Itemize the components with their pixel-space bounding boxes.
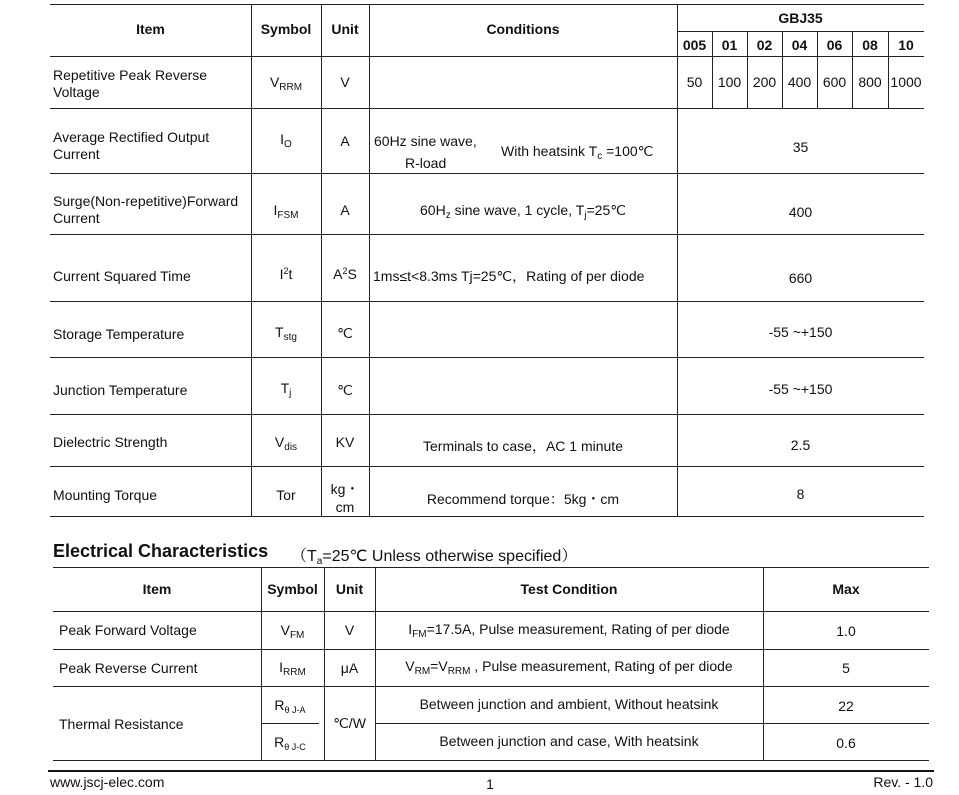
row-item-label: Current Squared Time: [53, 268, 191, 284]
row-condition: Between junction and ambient, Without heatsink: [419, 696, 719, 712]
footer-revision: Rev. - 1.0: [873, 774, 933, 790]
footer-page-number: 1: [486, 776, 494, 792]
header-item: Item: [142, 581, 172, 597]
row-value: -55 ~+150: [768, 324, 833, 340]
row-max: 0.6: [836, 735, 856, 751]
variant-value: 50: [686, 74, 703, 90]
header-test-condition: Test Condition: [520, 581, 618, 597]
row-symbol: $I_O$: [280, 131, 292, 150]
variant-value: 600: [822, 74, 847, 90]
row-unit: kg・cm: [330, 481, 360, 515]
variant-value: 400: [787, 74, 812, 90]
variant-header: 01: [721, 37, 738, 53]
header-unit: Unit: [331, 21, 359, 37]
row-symbol: $R_{\theta J-A}$: [274, 697, 306, 715]
header-symbol: Symbol: [260, 21, 312, 37]
row-value: 660: [788, 270, 813, 286]
header-item: Item: [136, 21, 165, 37]
row-value: 8: [796, 486, 805, 502]
row-item-label: Storage Temperature: [53, 326, 185, 342]
variant-value: 800: [858, 74, 882, 90]
header-symbol: Symbol: [267, 581, 318, 597]
header-max: Max: [832, 581, 860, 597]
row-symbol: $T_{stg}$: [275, 324, 297, 343]
footer-divider: [48, 770, 934, 772]
row-condition: 60Hz sine wave,: [374, 133, 477, 149]
row-unit: A: [340, 133, 350, 149]
footer-website: www.jscj-elec.com: [50, 774, 165, 790]
row-condition: Recommend torque：5kg・cm: [426, 491, 620, 507]
row-item-label: Peak Reverse Current: [59, 660, 198, 676]
row-value: 400: [788, 204, 813, 220]
variant-value: 200: [752, 74, 777, 90]
row-max: 5: [842, 660, 850, 676]
row-symbol: $I_{RRM}$: [279, 659, 306, 678]
row-condition: Terminals to case，AC 1 minute: [423, 438, 623, 454]
header-part-number: GBJ35: [778, 10, 823, 26]
row-unit: ℃: [337, 325, 353, 341]
variant-header: 04: [791, 37, 808, 53]
row-value: 35: [792, 139, 809, 155]
row-condition: R-load: [405, 155, 447, 171]
row-item-label: Average Rectified Output Current: [53, 129, 210, 162]
header-unit: Unit: [335, 581, 364, 597]
variant-header: 005: [682, 37, 707, 53]
row-item-label: Mounting Torque: [53, 487, 158, 503]
row-unit: ℃/W: [333, 715, 366, 731]
row-symbol: $V_{RRM}$: [269, 74, 303, 93]
row-condition: $60H_z$ sine wave, 1 cycle, $T_j=25℃$: [420, 202, 626, 221]
row-max: 22: [838, 698, 854, 714]
header-conditions: Conditions: [486, 21, 560, 37]
row-unit: $A^2S$: [333, 266, 357, 282]
row-symbol: $I^2t$: [279, 266, 293, 282]
row-condition: Between junction and case, With heatsink: [439, 733, 699, 749]
row-item-label: Dielectric Strength: [53, 434, 168, 450]
row-max: 1.0: [836, 623, 856, 639]
row-unit: ℃: [337, 382, 353, 398]
variant-value: 1000: [890, 74, 922, 90]
row-unit: μA: [340, 660, 359, 676]
row-item-label: Peak Forward Voltage: [59, 622, 197, 638]
row-symbol: $R_{\theta J-C}$: [274, 734, 306, 752]
row-value: 2.5: [790, 437, 811, 453]
row-condition: 1ms≤t<8.3ms Tj=25℃，Rating of per diode: [373, 268, 645, 284]
row-symbol: $V_{dis}$: [274, 434, 298, 453]
row-symbol: $V_{FM}$: [280, 622, 305, 641]
row-item-label: Thermal Resistance: [59, 716, 184, 732]
row-unit: A: [340, 202, 350, 218]
row-condition: $V_{RM}=V_{RRM}$ , Pulse measurement, Rating of per diode: [405, 658, 733, 677]
row-condition: With heatsink $T_c$ =100℃: [501, 143, 654, 162]
row-value: -55 ~+150: [768, 381, 833, 397]
variant-header: 06: [826, 37, 843, 53]
row-item-label: Surge(Non-repetitive)Forward Current: [53, 193, 239, 226]
row-symbol: $T_j$: [280, 380, 292, 399]
variant-header: 08: [862, 37, 878, 53]
row-unit: V: [344, 622, 355, 638]
row-symbol: Tor: [276, 487, 296, 503]
row-item-label: Repetitive Peak Reverse Voltage: [53, 67, 208, 100]
variant-header: 02: [756, 37, 773, 53]
section-subtitle: （$T_a=25℃$ Unless otherwise specified）: [291, 548, 578, 567]
variant-value: 100: [717, 74, 742, 90]
row-item-label: Junction Temperature: [53, 382, 188, 398]
row-unit: V: [340, 74, 350, 90]
row-condition: $I_{FM}=17.5A$, Pulse measurement, Rating of per diode: [408, 621, 730, 640]
section-title: Electrical Characteristics: [53, 541, 269, 561]
row-unit: KV: [335, 434, 355, 450]
variant-header: 10: [898, 37, 914, 53]
row-symbol: $I_{FSM}$: [273, 202, 299, 221]
